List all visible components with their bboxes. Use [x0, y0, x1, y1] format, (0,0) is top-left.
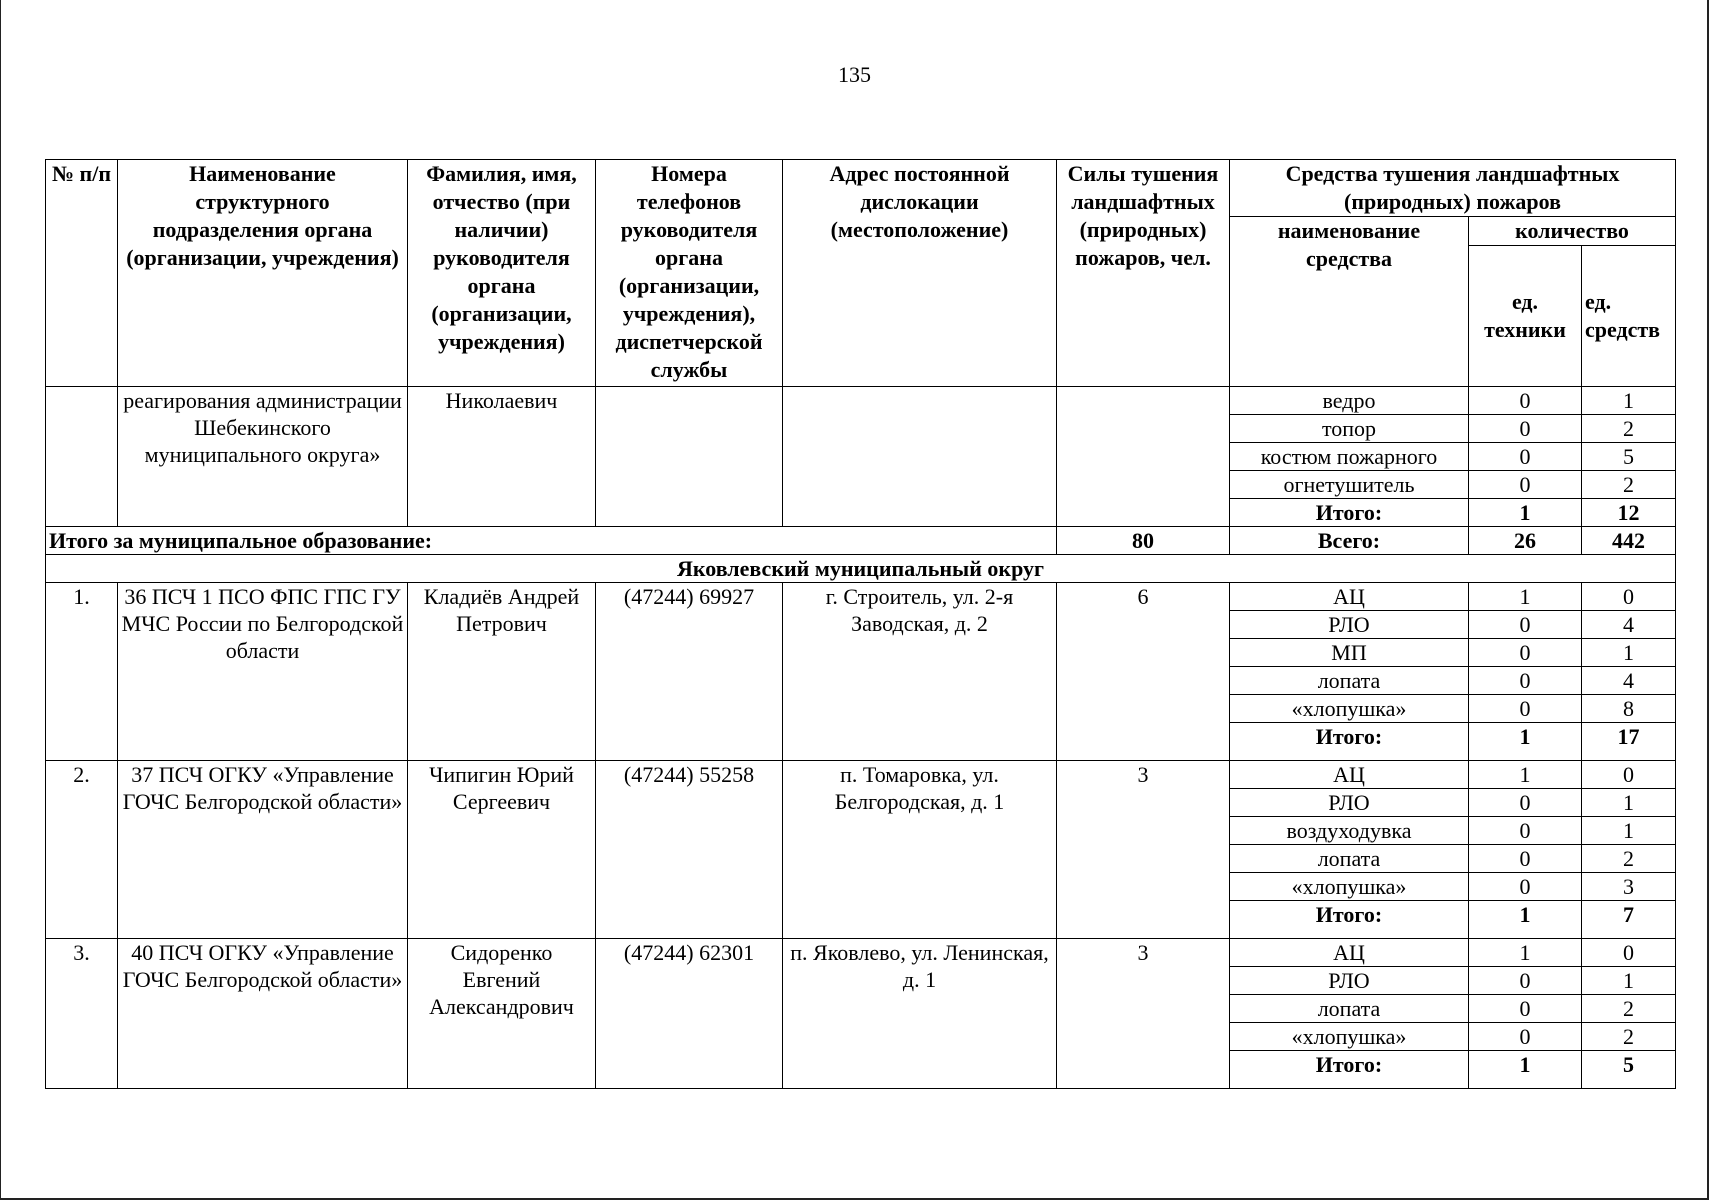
header-qty: количество — [1469, 217, 1676, 246]
total-label: Итого: — [1230, 499, 1469, 527]
means-name: РЛО — [1230, 611, 1469, 639]
means-count: 1 — [1582, 967, 1676, 995]
means-tech: 0 — [1469, 873, 1582, 901]
total-tech: 1 — [1469, 499, 1582, 527]
unit-forces: 6 — [1057, 583, 1230, 761]
table-row — [46, 761, 1676, 789]
header-head: Фамилия, имя, отчество (при наличии) руководителя органа (организации, учреждения) — [408, 160, 596, 387]
means-count: 0 — [1582, 939, 1676, 967]
unit-address: п. Томаровка, ул. Белгородская, д. 1 — [783, 761, 1057, 939]
means-name: воздуходувка — [1230, 817, 1469, 845]
means-name: «хлопушка» — [1230, 695, 1469, 723]
unit-forces: 3 — [1057, 939, 1230, 1089]
total-tech: 1 — [1469, 901, 1582, 939]
means-tech: 1 — [1469, 583, 1582, 611]
means-count: 0 — [1582, 583, 1676, 611]
unit-phone: (47244) 62301 — [596, 939, 783, 1089]
means-name: лопата — [1230, 995, 1469, 1023]
unit-num: 3. — [46, 939, 118, 1089]
means-name: костюм пожарного — [1230, 443, 1469, 471]
header-units-means: ед. средств — [1582, 246, 1676, 387]
total-means: 5 — [1582, 1051, 1676, 1089]
unit-head: Николаевич — [408, 387, 596, 527]
header-num: № п/п — [46, 160, 118, 387]
unit-num: 1. — [46, 583, 118, 761]
means-tech: 0 — [1469, 995, 1582, 1023]
header-means: Средства тушения ландшафтных (природных) пожаров — [1230, 160, 1676, 217]
unit-address: г. Строитель, ул. 2-я Заводская, д. 2 — [783, 583, 1057, 761]
means-count: 4 — [1582, 611, 1676, 639]
total-means: 17 — [1582, 723, 1676, 761]
fire-means-table — [45, 159, 1676, 1089]
unit-address: п. Яковлево, ул. Ленинская, д. 1 — [783, 939, 1057, 1089]
means-name: «хлопушка» — [1230, 873, 1469, 901]
municipal-total-all-label: Всего: — [1230, 527, 1469, 555]
unit-head: Сидоренко Евгений Александрович — [408, 939, 596, 1089]
means-count: 3 — [1582, 873, 1676, 901]
unit-num: 2. — [46, 761, 118, 939]
means-tech: 0 — [1469, 695, 1582, 723]
municipal-total-label: Итого за муниципальное образование: — [46, 527, 1057, 555]
header-address: Адрес постоянной дислокации (местоположение) — [783, 160, 1057, 387]
municipal-total-tech: 26 — [1469, 527, 1582, 555]
means-tech: 0 — [1469, 1023, 1582, 1051]
means-name: ведро — [1230, 387, 1469, 415]
unit-name: 40 ПСЧ ОГКУ «Управление ГОЧС Белгородской области» — [118, 939, 408, 1089]
district-title: Яковлевский муниципальный округ — [46, 555, 1676, 583]
total-label: Итого: — [1230, 723, 1469, 761]
means-tech: 0 — [1469, 387, 1582, 415]
page-number: 135 — [838, 62, 871, 87]
means-count: 1 — [1582, 639, 1676, 667]
municipal-total-row — [46, 527, 1676, 555]
total-label: Итого: — [1230, 901, 1469, 939]
means-tech: 0 — [1469, 443, 1582, 471]
header-units-tech: ед. техники — [1469, 246, 1582, 387]
means-name: РЛО — [1230, 967, 1469, 995]
unit-num — [46, 387, 118, 527]
means-count: 8 — [1582, 695, 1676, 723]
means-name: огнетушитель — [1230, 471, 1469, 499]
unit-head: Кладиёв Андрей Петрович — [408, 583, 596, 761]
means-tech: 0 — [1469, 967, 1582, 995]
table-row — [46, 387, 1676, 415]
means-count: 4 — [1582, 667, 1676, 695]
means-name: РЛО — [1230, 789, 1469, 817]
means-count: 2 — [1582, 471, 1676, 499]
means-count: 1 — [1582, 817, 1676, 845]
means-count: 1 — [1582, 789, 1676, 817]
means-name: лопата — [1230, 667, 1469, 695]
total-tech: 1 — [1469, 1051, 1582, 1089]
means-name: АЦ — [1230, 583, 1469, 611]
means-tech: 0 — [1469, 471, 1582, 499]
means-name: «хлопушка» — [1230, 1023, 1469, 1051]
means-count: 1 — [1582, 387, 1676, 415]
scan-left-edge — [0, 0, 1, 1200]
header-phones: Номера телефонов руководителя органа (организации, учреждения), диспетчерской службы — [596, 160, 783, 387]
total-label: Итого: — [1230, 1051, 1469, 1089]
table-row — [46, 583, 1676, 611]
unit-forces: 3 — [1057, 761, 1230, 939]
means-tech: 0 — [1469, 611, 1582, 639]
means-tech: 0 — [1469, 667, 1582, 695]
total-tech: 1 — [1469, 723, 1582, 761]
means-tech: 0 — [1469, 817, 1582, 845]
unit-head: Чипигин Юрий Сергеевич — [408, 761, 596, 939]
means-tech: 0 — [1469, 845, 1582, 873]
unit-phone — [596, 387, 783, 527]
means-count: 2 — [1582, 845, 1676, 873]
header-name: Наименование структурного подразделения органа (организации, учреждения) — [118, 160, 408, 387]
district-row — [46, 555, 1676, 583]
means-tech: 0 — [1469, 415, 1582, 443]
means-name: МП — [1230, 639, 1469, 667]
table-row — [46, 939, 1676, 967]
total-means: 7 — [1582, 901, 1676, 939]
municipal-total-means: 442 — [1582, 527, 1676, 555]
means-tech: 0 — [1469, 789, 1582, 817]
unit-name: 36 ПСЧ 1 ПСО ФПС ГПС ГУ МЧС России по Белгородской области — [118, 583, 408, 761]
means-count: 5 — [1582, 443, 1676, 471]
means-name: лопата — [1230, 845, 1469, 873]
means-name: АЦ — [1230, 761, 1469, 789]
means-count: 2 — [1582, 995, 1676, 1023]
header-forces: Силы тушения ландшафтных (природных) пожаров, чел. — [1057, 160, 1230, 387]
unit-phone: (47244) 55258 — [596, 761, 783, 939]
means-count: 0 — [1582, 761, 1676, 789]
means-tech: 1 — [1469, 939, 1582, 967]
means-count: 2 — [1582, 415, 1676, 443]
unit-phone: (47244) 69927 — [596, 583, 783, 761]
means-count: 2 — [1582, 1023, 1676, 1051]
means-tech: 1 — [1469, 761, 1582, 789]
unit-name: реагирования администрации Шебекинского муниципального округа» — [118, 387, 408, 527]
unit-forces — [1057, 387, 1230, 527]
means-tech: 0 — [1469, 639, 1582, 667]
unit-address — [783, 387, 1057, 527]
total-means: 12 — [1582, 499, 1676, 527]
means-name: топор — [1230, 415, 1469, 443]
municipal-total-forces: 80 — [1057, 527, 1230, 555]
unit-name: 37 ПСЧ ОГКУ «Управление ГОЧС Белгородской области» — [118, 761, 408, 939]
header-means-name: наименование средства — [1230, 217, 1469, 387]
means-name: АЦ — [1230, 939, 1469, 967]
